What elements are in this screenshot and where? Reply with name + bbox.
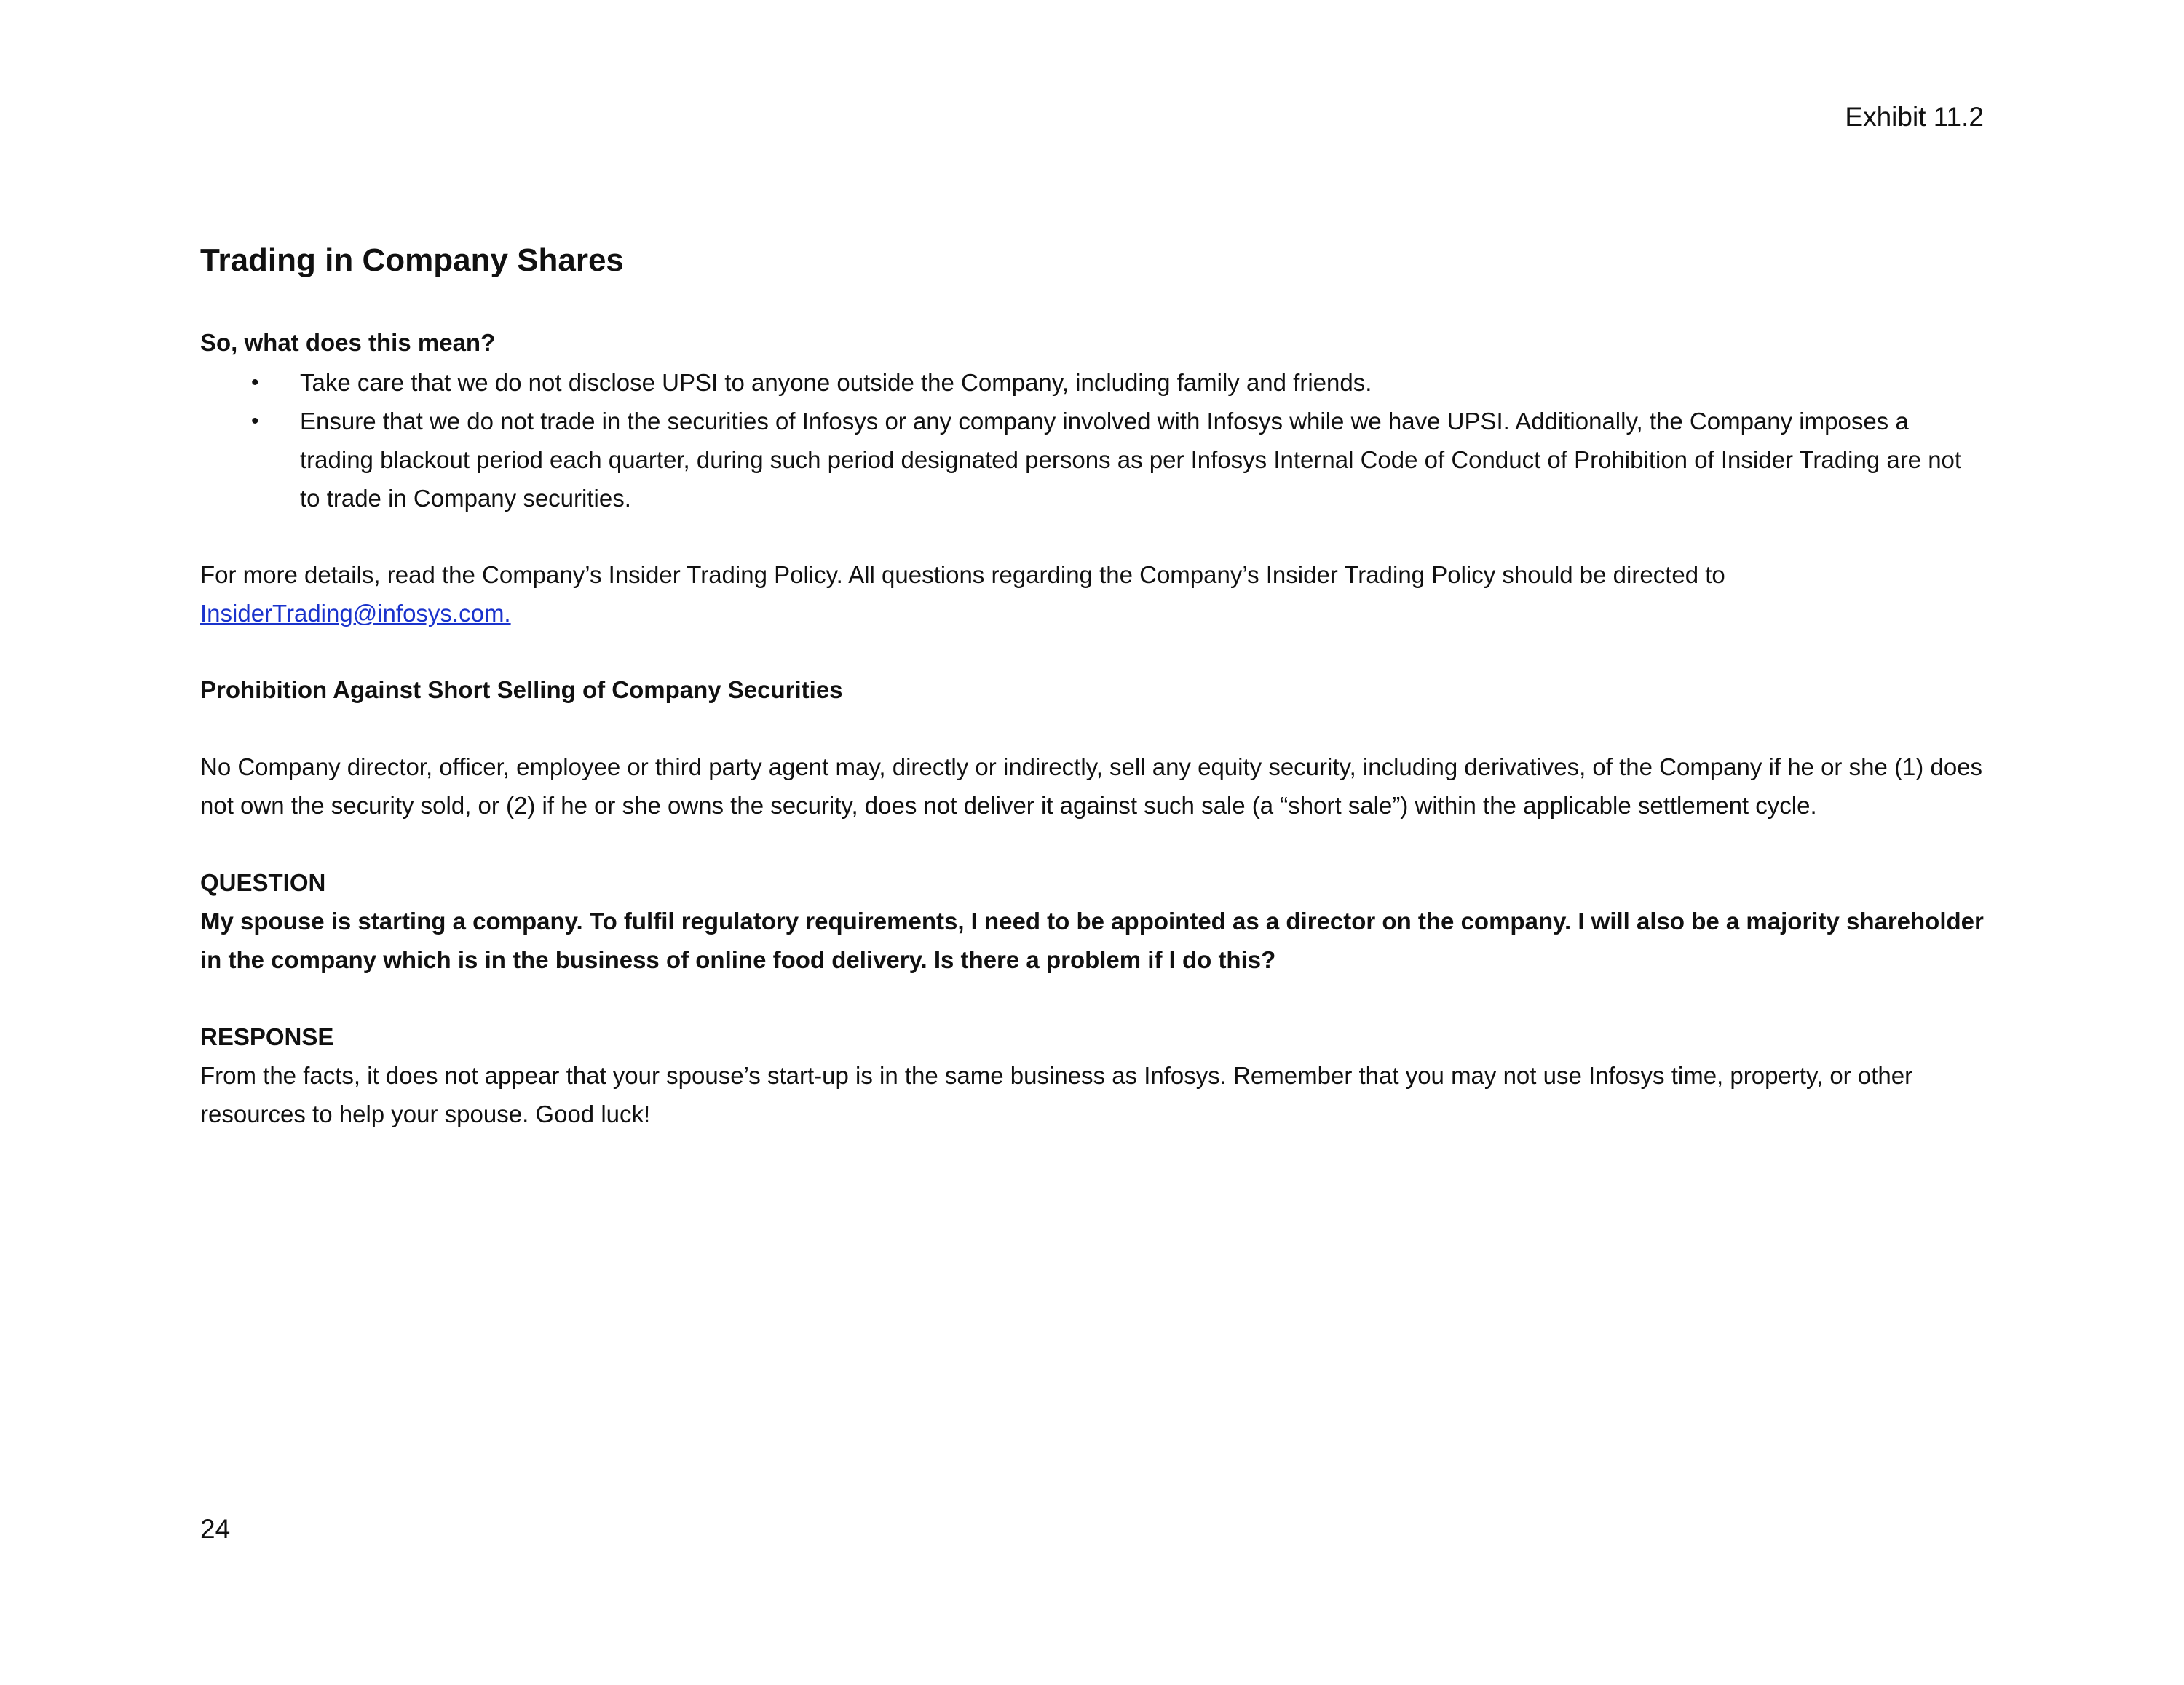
bullet-list bbox=[200, 363, 1984, 518]
section-heading-short-selling: Prohibition Against Short Selling of Company Securities bbox=[200, 676, 843, 703]
spacer bbox=[200, 633, 1984, 670]
bullet-icon: • bbox=[251, 370, 259, 395]
question-label: QUESTION bbox=[200, 869, 326, 896]
section-heading-meaning: So, what does this mean? bbox=[200, 329, 496, 356]
bullet-icon: • bbox=[251, 409, 259, 433]
page-title: Trading in Company Shares bbox=[200, 242, 624, 278]
bullet-text: Ensure that we do not trade in the securities of Infosys or any company involved with Infosys while we have UPSI. Additionally, the Company imposes a trading blackout period each quarter, during such period designated persons as per Infosys Internal Code of Conduct of Prohibition of Insider Trading are not to trade in Company securities. bbox=[300, 408, 1962, 512]
document-body bbox=[200, 240, 1984, 1133]
response-label: RESPONSE bbox=[200, 1023, 334, 1050]
exhibit-label: Exhibit 11.2 bbox=[1845, 102, 1984, 132]
page-number: 24 bbox=[200, 1514, 231, 1544]
spacer bbox=[200, 709, 1984, 748]
spacer bbox=[200, 979, 1984, 1018]
details-paragraph bbox=[200, 555, 1984, 633]
bullet-text: Take care that we do not disclose UPSI to anyone outside the Company, including family and friends. bbox=[300, 369, 1372, 396]
spacer bbox=[200, 518, 1984, 555]
short-selling-paragraph: No Company director, officer, employee or third party agent may, directly or indirectly, sell any equity security, including derivatives, of the Company if he or she (1) does not own the security sold, or (2) if he or she owns the security, does not deliver it against such sale (a “short sale”) within the applicable settlement cycle. bbox=[200, 753, 1983, 819]
question-text: My spouse is starting a company. To fulfil regulatory requirements, I need to be appointed as a director on the company. I will also be a majority shareholder in the company which is in the business of online food delivery. Is there a problem if I do this? bbox=[200, 908, 1984, 973]
details-text: For more details, read the Company’s Insider Trading Policy. All questions regarding the Company’s Insider Trading Policy should be directed to bbox=[200, 561, 1725, 588]
insider-trading-email-link[interactable]: InsiderTrading@infosys.com. bbox=[200, 600, 511, 627]
response-text: From the facts, it does not appear that your spouse’s start-up is in the same business as Infosys. Remember that you may not use Infosys time, property, or other resources to help your spouse. Good luck! bbox=[200, 1062, 1913, 1127]
list-item bbox=[200, 402, 1984, 518]
list-item bbox=[200, 363, 1984, 402]
spacer bbox=[200, 825, 1984, 863]
